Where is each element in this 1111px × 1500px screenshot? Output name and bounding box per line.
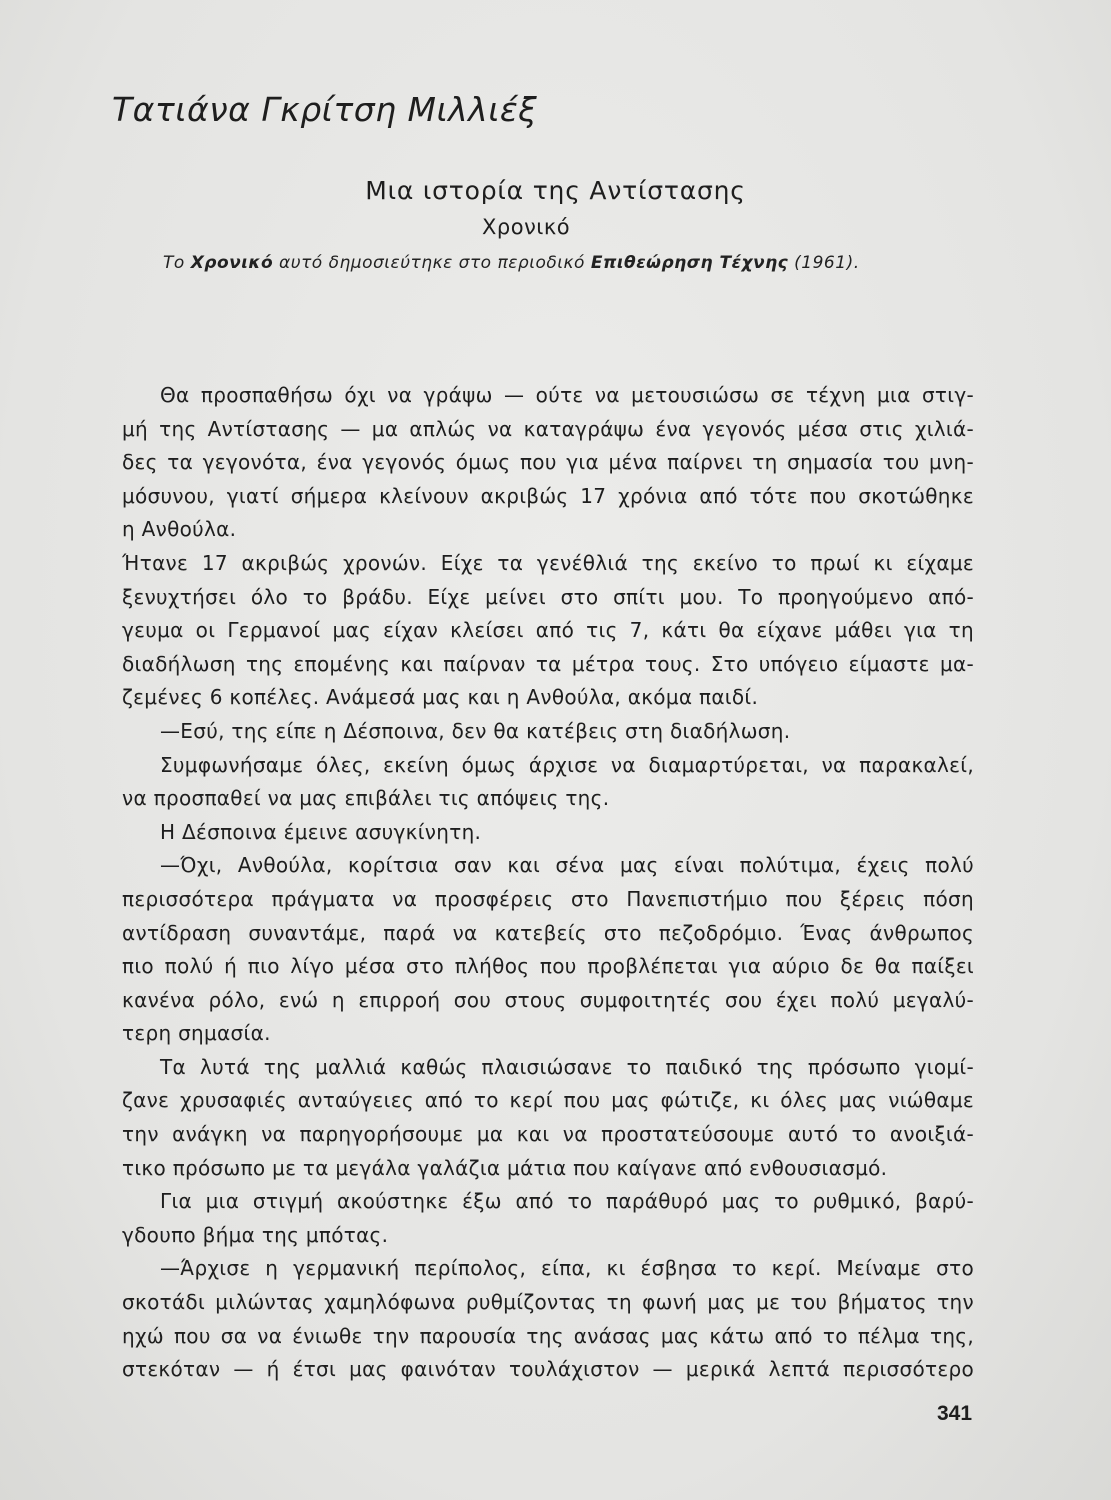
text-line: Τα λυτά της μαλλιά καθώς πλαισιώσανε το παιδικό της πρόσωπο γιομί- <box>160 1054 974 1079</box>
text-line: τερη σημασία. <box>122 1021 271 1046</box>
text-line: Η Δέσποινα έμεινε ασυγκίνητη. <box>160 819 482 844</box>
chapter-title: Μια ιστορία της Αντίστασης <box>365 176 746 205</box>
text-line: δες τα γεγονότα, ένα γεγονός όμως που για μένα παίρνει τη σημασία του μνη- <box>122 450 974 475</box>
text-line: γδουπο βήμα της μπότας. <box>122 1222 389 1247</box>
note-text-3: (1961). <box>788 253 860 273</box>
text-line: περισσότερα πράγματα να προσφέρεις στο Πανεπιστήμιο που ξέρεις πόση <box>122 886 974 911</box>
text-line: Για μια στιγμή ακούστηκε έξω από το παράθυρό μας το ρυθμικό, βαρύ- <box>160 1189 974 1214</box>
text-line: —Όχι, Ανθούλα, κορίτσια σαν και σένα μας είναι πολύτιμα, έχεις πολύ <box>160 853 974 878</box>
text-line: μή της Αντίστασης — μα απλώς να καταγράψω ένα γεγονός μέσα στις χιλιά- <box>122 416 974 441</box>
text-line: —Άρχισε η γερμανική περίπολος, είπα, κι έσβησα το κερί. Μείναμε στο <box>160 1256 974 1281</box>
text-line: την ανάγκη να παρηγορήσουμε μα και να προστατεύσουμε αυτό το ανοιξιά- <box>122 1122 974 1147</box>
text-line: ξενυχτήσει όλο το βράδυ. Είχε μείνει στο σπίτι μου. Το προηγούμενο από- <box>122 584 974 609</box>
text-line: ηχώ που σα να ένιωθε την παρουσία της ανάσας μας κάτω από το πέλμα της, <box>122 1323 974 1348</box>
publication-note <box>163 253 860 273</box>
note-text-2: αυτό δημοσιεύτηκε στο περιοδικό <box>273 253 591 273</box>
text-line: η Ανθούλα. <box>122 517 237 542</box>
text-line: Θα προσπαθήσω όχι να γράψω — ούτε να μετουσιώσω σε τέχνη μια στιγ- <box>160 383 974 407</box>
body-text <box>122 379 974 1387</box>
text-line: να προσπαθεί να μας επιβάλει τις απόψεις της. <box>122 786 610 811</box>
text-line: πιο πολύ ή πιο λίγο μέσα στο πλήθος που προβλέπεται για αύριο δε θα παίξει <box>122 954 974 979</box>
text-line: σκοτάδι μιλώντας χαμηλόφωνα ρυθμίζοντας τη φωνή μας με του βήματος την <box>122 1290 974 1315</box>
text-line: αντίδραση συναντάμε, παρά να κατεβείς στο πεζοδρόμιο. Ένας άνθρωπος <box>122 920 974 945</box>
text-line: ζανε χρυσαφιές ανταύγειες από το κερί που μας φώτιζε, κι όλες μας νιώθαμε <box>122 1088 974 1113</box>
text-line: μόσυνου, γιατί σήμερα κλείνουν ακριβώς 17 χρόνια από τότε που σκοτώθηκε <box>122 483 974 508</box>
text-line: στεκόταν — ή έτσι μας φαινόταν τουλάχιστον — μερικά λεπτά περισσότερο <box>122 1357 974 1382</box>
text-line: κανένα ρόλο, ενώ η επιρροή σου στους συμφοιτητές σου έχει πολύ μεγαλύ- <box>122 987 974 1012</box>
text-line: τικο πρόσωπο με τα μεγάλα γαλάζια μάτια που καίγανε από ενθουσιασμό. <box>122 1155 888 1180</box>
text-line: ζεμένες 6 κοπέλες. Ανάμεσά μας και η Ανθούλα, ακόμα παιδί. <box>122 685 759 710</box>
note-bold-journal: Επιθεώρηση Τέχνης <box>590 253 789 273</box>
text-line: γευμα οι Γερμανοί μας είχαν κλείσει από τις 7, κάτι θα είχανε μάθει για τη <box>122 618 974 643</box>
author-name: Τατιάνα Γκρίτση Μιλλιέξ <box>112 90 538 129</box>
note-bold-chronicle: Χρονικό <box>190 253 274 273</box>
text-line: διαδήλωση της επομένης και παίρναν τα μέτρα τους. Στο υπόγειο είμαστε μα- <box>122 651 974 676</box>
text-line: —Εσύ, της είπε η Δέσποινα, δεν θα κατέβεις στη διαδήλωση. <box>160 718 791 743</box>
text-line: Συμφωνήσαμε όλες, εκείνη όμως άρχισε να διαμαρτύρεται, να παρακαλεί, <box>160 752 974 777</box>
note-text-1: Το <box>163 253 191 273</box>
page-number: 341 <box>937 1402 973 1425</box>
chapter-subtitle: Χρονικό <box>482 215 571 239</box>
text-line: Ήτανε 17 ακριβώς χρονών. Είχε τα γενέθλιά της εκείνο το πρωί κι είχαμε <box>122 550 974 575</box>
